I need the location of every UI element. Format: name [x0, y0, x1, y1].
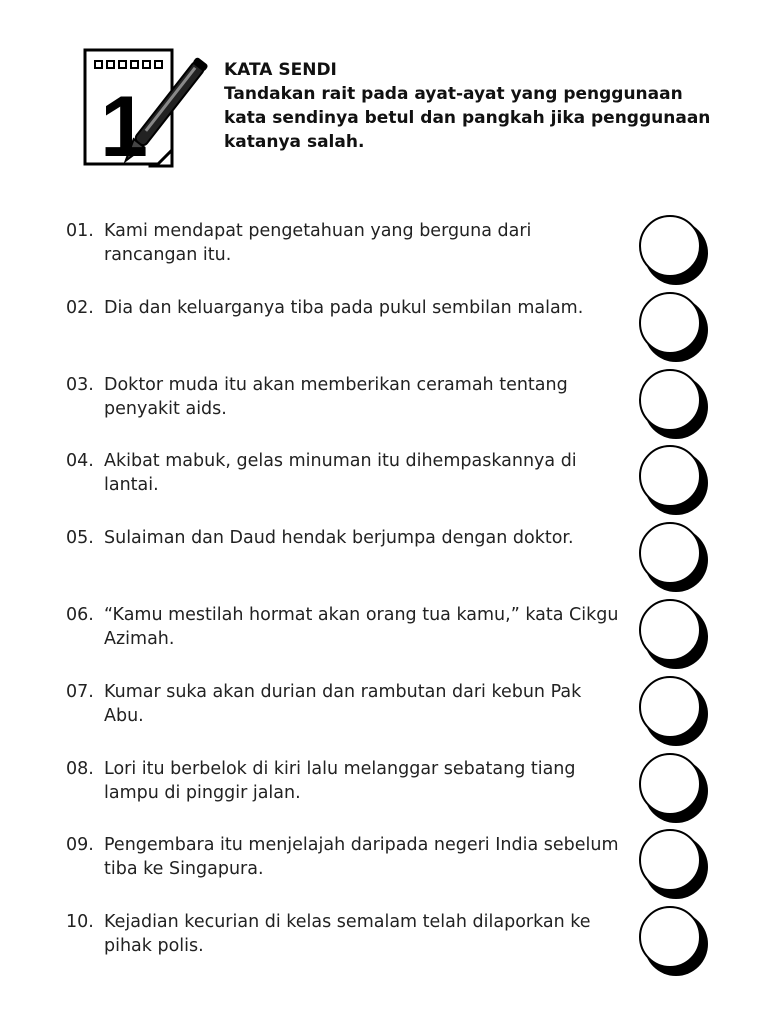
question-item	[66, 290, 726, 362]
answer-circle[interactable]	[636, 749, 716, 823]
question-item	[66, 520, 726, 592]
worksheet-header	[78, 46, 718, 196]
answer-circle[interactable]	[636, 441, 716, 515]
question-number: 07.	[66, 681, 94, 702]
answer-circle[interactable]	[636, 672, 716, 746]
question-number: 03.	[66, 374, 94, 395]
answer-circle[interactable]	[636, 902, 716, 976]
question-item	[66, 827, 726, 899]
question-text: Kami mendapat pengetahuan yang berguna dari rancangan itu.	[104, 221, 532, 265]
question-text: Doktor muda itu akan memberikan ceramah tentang penyakit aids.	[104, 374, 568, 419]
question-item	[66, 674, 726, 746]
question-number: 04.	[66, 451, 94, 472]
question-number: 10.	[66, 912, 94, 933]
question-item	[66, 904, 726, 976]
svg-text:1: 1	[100, 79, 148, 175]
question-number: 02.	[66, 297, 94, 318]
header-number	[78, 46, 178, 176]
answer-circle[interactable]	[636, 365, 716, 439]
answer-circle[interactable]	[636, 518, 716, 592]
question-item	[66, 751, 726, 823]
question-text: Akibat mabuk, gelas minuman itu dihempaskannya di lantai.	[104, 451, 577, 496]
question-number: 01.	[66, 221, 94, 241]
question-number: 08.	[66, 758, 94, 779]
question-text: Pengembara itu menjelajah daripada negeri India sebelum tiba ke Singapura.	[104, 835, 619, 880]
answer-circle[interactable]	[636, 211, 716, 285]
question-text: Sulaiman dan Daud hendak berjumpa dengan doktor.	[104, 528, 574, 549]
question-text: Kejadian kecurian di kelas semalam telah dilaporkan ke pihak polis.	[104, 912, 591, 957]
question-item	[66, 597, 726, 669]
question-number: 06.	[66, 605, 94, 625]
question-text: Dia dan keluarganya tiba pada pukul sembilan malam.	[104, 297, 584, 318]
answer-circle[interactable]	[636, 595, 716, 669]
question-item	[66, 443, 726, 515]
question-item	[66, 367, 726, 439]
header-instruction: Tandakan rait pada ayat-ayat yang penggunaan kata sendinya betul dan pangkah jika penggunaan katanya salah.	[224, 84, 711, 152]
question-number: 09.	[66, 835, 94, 856]
question-number: 05.	[66, 528, 94, 549]
header-text	[224, 58, 724, 154]
question-text: Kumar suka akan durian dan rambutan dari kebun Pak Abu.	[104, 681, 582, 726]
header-title: KATA SENDI	[224, 60, 337, 80]
answer-circle[interactable]	[636, 288, 716, 362]
question-text: “Kamu mestilah hormat akan orang tua kamu,” kata Cikgu Azimah.	[104, 605, 619, 649]
answer-circle[interactable]	[636, 825, 716, 899]
question-text: Lori itu berbelok di kiri lalu melanggar sebatang tiang lampu di pinggir jalan.	[104, 758, 576, 803]
question-item	[66, 213, 726, 285]
